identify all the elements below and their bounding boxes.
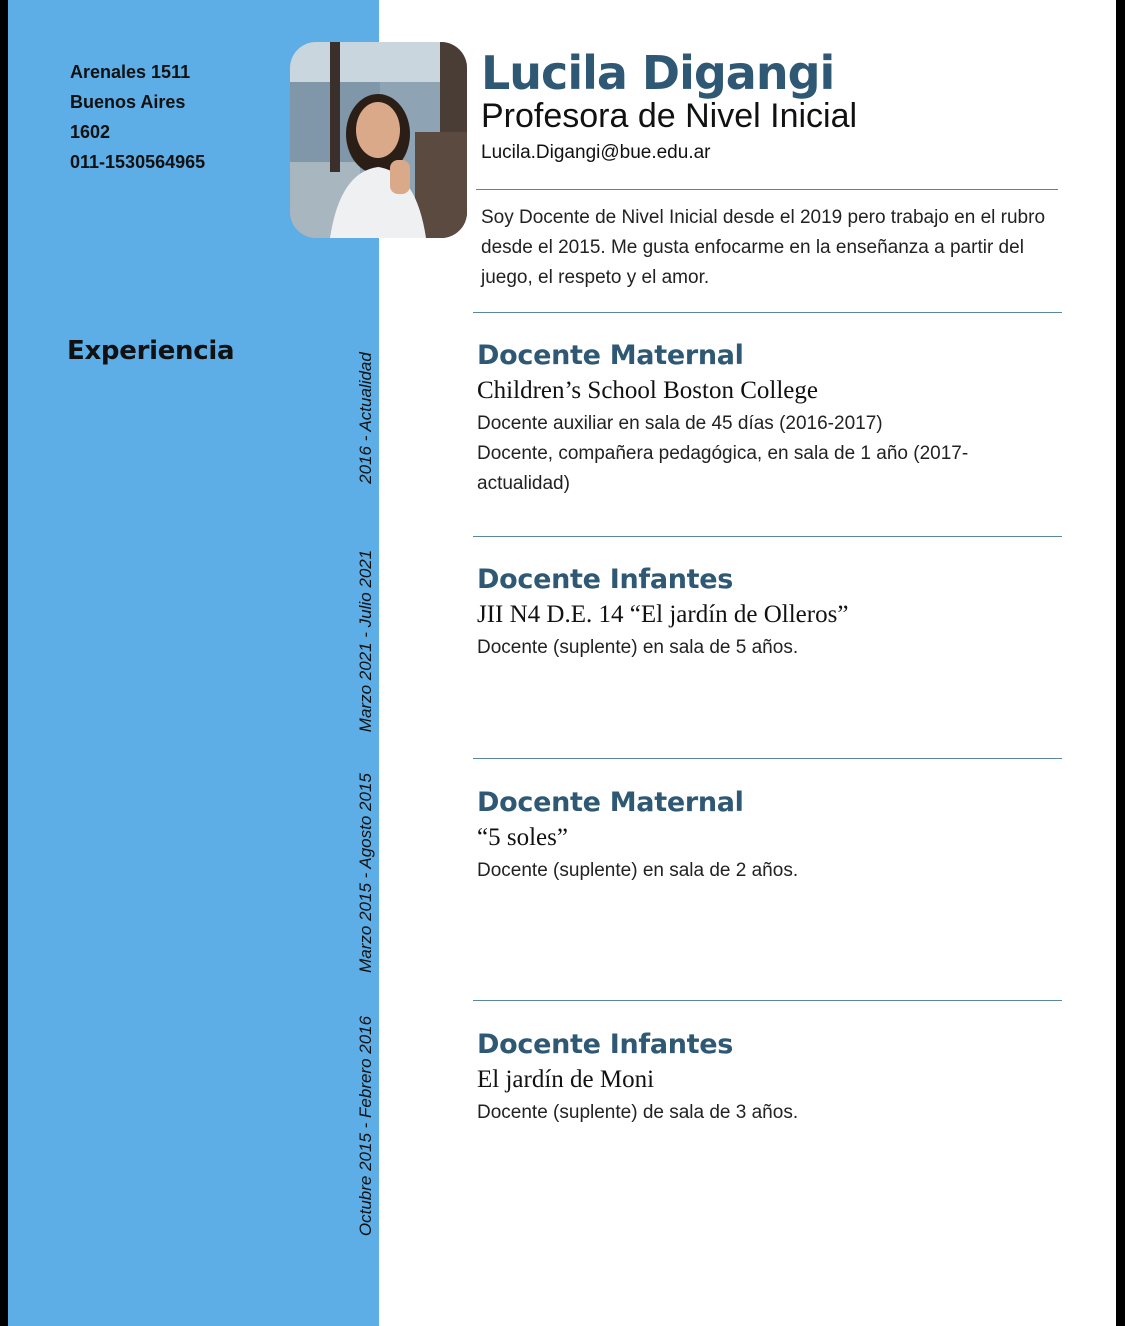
contact-address: Arenales 1511 (70, 62, 191, 82)
experience-item (477, 1028, 1037, 1128)
candidate-name: Lucila Digangi (481, 46, 835, 100)
job-title: Docente Infantes (477, 564, 734, 595)
experience-dates-4: Octubre 2015 - Febrero 2016 (356, 1015, 375, 1237)
contact-postal-code: 1602 (70, 122, 111, 142)
job-place: JII N4 D.E. 14 “El jardín de Olleros” (477, 601, 849, 628)
experience-heading: Experiencia (67, 336, 235, 366)
experience-item (477, 786, 1037, 886)
experience-item (477, 563, 1037, 663)
divider (476, 189, 1058, 190)
job-description: Docente auxiliar en sala de 45 días (2016-2017) (477, 413, 883, 434)
page-border-left (0, 0, 8, 1326)
job-title: Docente Infantes (477, 1029, 734, 1060)
contact-info (70, 57, 205, 177)
divider (473, 536, 1062, 537)
job-description: Docente (suplente) en sala de 2 años. (477, 860, 799, 881)
experience-dates-3: Marzo 2015 - Agosto 2015 (356, 773, 375, 973)
divider (473, 1000, 1062, 1001)
profile-photo (290, 42, 467, 238)
experience-dates-1: 2016 - Actualidad (356, 352, 375, 484)
candidate-email[interactable]: Lucila.Digangi@bue.edu.ar (481, 142, 711, 163)
page-border-right (1116, 0, 1125, 1326)
job-title: Docente Maternal (477, 340, 744, 371)
contact-phone: 011-1530564965 (70, 152, 206, 172)
experience-item (477, 339, 1037, 499)
job-title: Docente Maternal (477, 787, 744, 818)
experience-dates-2: Marzo 2021 - Julio 2021 (356, 549, 375, 733)
job-place: Children’s School Boston College (477, 377, 818, 404)
divider (473, 758, 1062, 759)
job-description: Docente (suplente) de sala de 3 años. (477, 1102, 799, 1123)
divider (473, 312, 1062, 313)
job-place: “5 soles” (477, 824, 568, 851)
summary-text: Soy Docente de Nivel Inicial desde el 2019 pero trabajo en el rubro desde el 2015. Me gusta enfocarme en la enseñanza a partir del juego, el respeto y el amor. (481, 207, 1046, 288)
contact-city: Buenos Aires (70, 92, 186, 112)
candidate-title: Profesora de Nivel Inicial (481, 97, 858, 135)
job-description: Docente, compañera pedagógica, en sala de 1 año (2017-actualidad) (477, 443, 969, 494)
job-description: Docente (suplente) en sala de 5 años. (477, 637, 799, 658)
job-place: El jardín de Moni (477, 1066, 655, 1093)
